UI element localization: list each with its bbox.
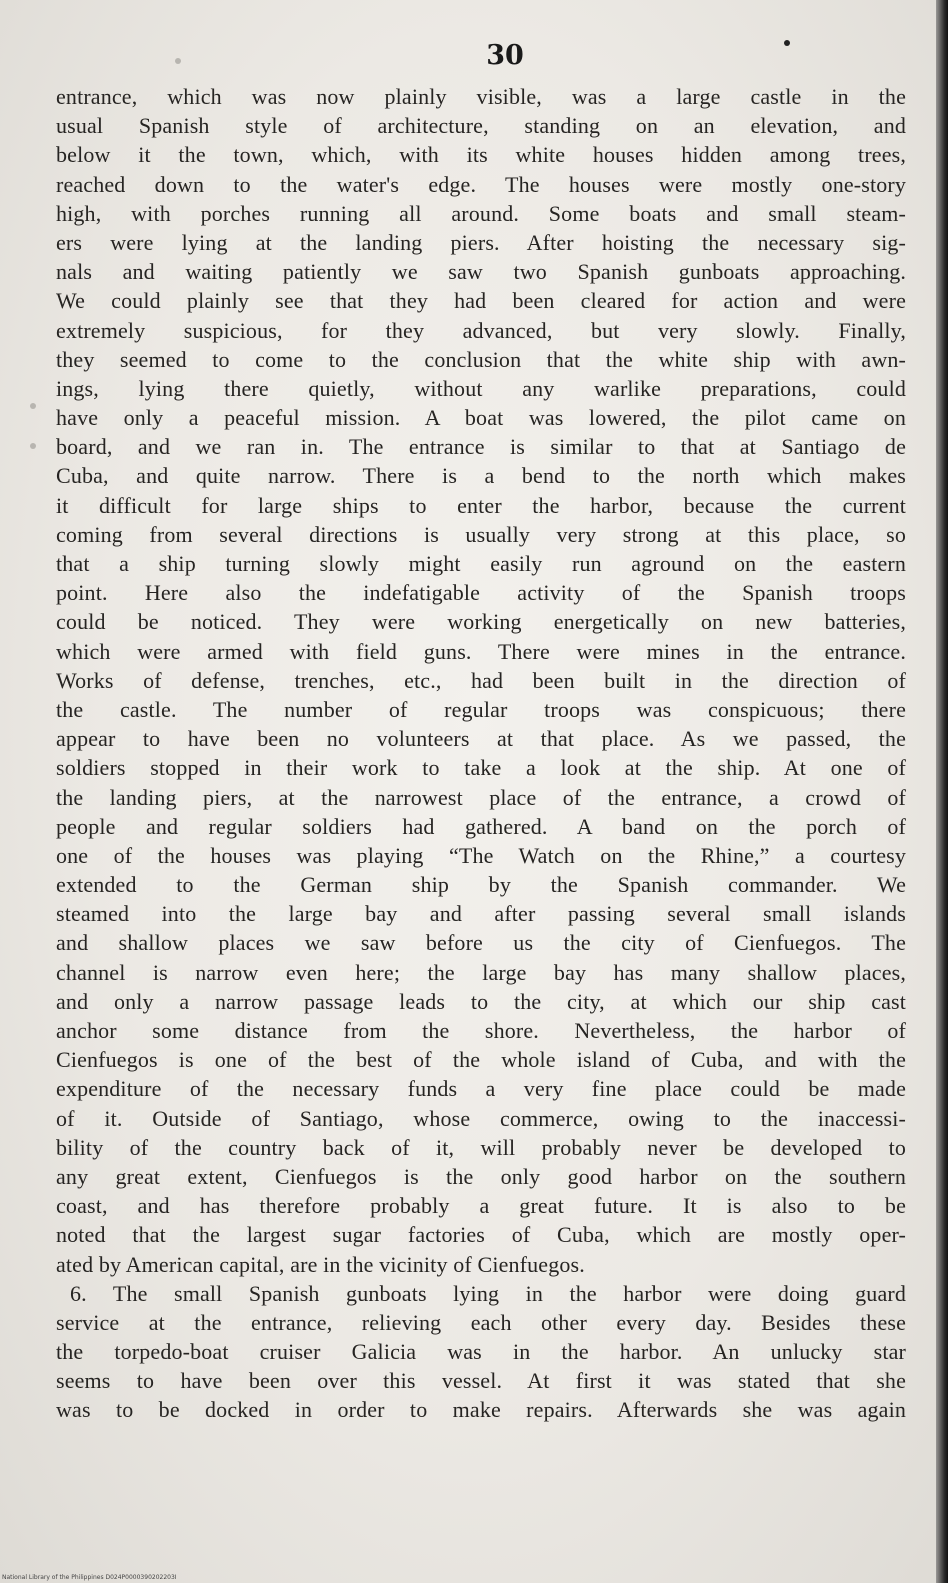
- text-line: the landing piers, at the narrowest place of the entrance, a crowd of: [56, 784, 906, 810]
- text-line: ated by American capital, are in the vicinity of Cienfuegos.: [56, 1251, 585, 1277]
- stray-mark: [30, 403, 36, 409]
- text-line: We could plainly see that they had been cleared for action and were: [56, 288, 906, 314]
- text-line: Works of defense, trenches, etc., had been built in the direction of: [56, 667, 906, 693]
- text-line: any great extent, Cienfuegos is the only good harbor on the southern: [56, 1163, 906, 1189]
- text-line: point. Here also the indefatigable activity of the Spanish troops: [56, 580, 906, 606]
- text-line: it difficult for large ships to enter the harbor, because the current: [56, 492, 906, 518]
- text-line: usual Spanish style of architecture, standing on an elevation, and: [56, 113, 906, 139]
- text-line: seems to have been over this vessel. At first it was stated that she: [56, 1368, 906, 1394]
- text-line: have only a peaceful mission. A boat was lowered, the pilot came on: [56, 405, 906, 431]
- text-line: high, with porches running all around. Some boats and small steam-: [56, 200, 906, 226]
- text-line: that a ship turning slowly might easily run aground on the eastern: [56, 551, 906, 576]
- text-line: noted that the largest sugar factories of Cuba, which are mostly oper-: [56, 1222, 906, 1248]
- text-line: reached down to the water's edge. The houses were mostly one-story: [56, 171, 906, 197]
- text-line: channel is narrow even here; the large bay has many shallow places,: [56, 959, 906, 985]
- text-line: the castle. The number of regular troops was conspicuous; there: [56, 696, 906, 722]
- text-line: Cuba, and quite narrow. There is a bend to the north which makes: [56, 463, 906, 489]
- text-line: service at the entrance, relieving each other every day. Besides these: [56, 1309, 906, 1335]
- body-text: [56, 82, 906, 1425]
- text-line: Cienfuegos is one of the best of the whole island of Cuba, and with the: [56, 1047, 906, 1073]
- text-line: nals and waiting patiently we saw two Spanish gunboats approaching.: [56, 259, 906, 285]
- text-line: extended to the German ship by the Spanish commander. We: [56, 872, 906, 898]
- text-line: anchor some distance from the shore. Nevertheless, the harbor of: [56, 1018, 906, 1043]
- text-line: steamed into the large bay and after passing several small islands: [56, 901, 906, 927]
- text-line: coming from several directions is usually very strong at this place, so: [56, 521, 906, 547]
- scan-footer: National Library of the Philippines D024P0000390202203I: [2, 1574, 177, 1581]
- text-line: board, and we ran in. The entrance is similar to that at Santiago de: [56, 434, 906, 460]
- text-line: which were armed with field guns. There were mines in the entrance.: [56, 638, 906, 664]
- stray-mark: [30, 443, 36, 449]
- stray-mark: [175, 58, 181, 64]
- text-line: people and regular soldiers had gathered. A band on the porch of: [56, 813, 906, 839]
- page-edge-shadow: [936, 0, 948, 1583]
- text-line: ers were lying at the landing piers. After hoisting the necessary sig-: [56, 229, 906, 255]
- ink-dot: [784, 40, 790, 46]
- text-line: ings, lying there quietly, without any warlike preparations, could: [56, 375, 906, 401]
- text-line: was to be docked in order to make repairs. Afterwards she was again: [56, 1397, 906, 1423]
- text-line: extremely suspicious, for they advanced, but very slowly. Finally,: [56, 317, 906, 343]
- text-line: could be noticed. They were working energetically on new batteries,: [56, 609, 906, 635]
- text-line: of it. Outside of Santiago, whose commerce, owing to the inaccessi-: [56, 1105, 906, 1131]
- text-line: expenditure of the necessary funds a very fine place could be made: [56, 1076, 906, 1102]
- text-line: appear to have been no volunteers at that place. As we passed, the: [56, 726, 906, 752]
- text-line: entrance, which was now plainly visible, was a large castle in the: [56, 84, 906, 109]
- text-line: below it the town, which, with its white houses hidden among trees,: [56, 142, 906, 168]
- text-line: and shallow places we saw before us the city of Cienfuegos. The: [56, 930, 906, 956]
- page-number: 30: [486, 40, 524, 71]
- text-line: one of the houses was playing “The Watch on the Rhine,” a courtesy: [56, 842, 906, 868]
- text-line: soldiers stopped in their work to take a look at the ship. At one of: [56, 755, 906, 781]
- text-line: bility of the country back of it, will probably never be developed to: [56, 1134, 906, 1160]
- text-line: coast, and has therefore probably a great future. It is also to be: [56, 1193, 906, 1219]
- text-line: the torpedo-boat cruiser Galicia was in the harbor. An unlucky star: [56, 1339, 906, 1365]
- text-line: they seemed to come to the conclusion that the white ship with awn-: [56, 346, 906, 372]
- text-line: 6. The small Spanish gunboats lying in the harbor were doing guard: [70, 1280, 906, 1306]
- text-line: and only a narrow passage leads to the city, at which our ship cast: [56, 988, 906, 1014]
